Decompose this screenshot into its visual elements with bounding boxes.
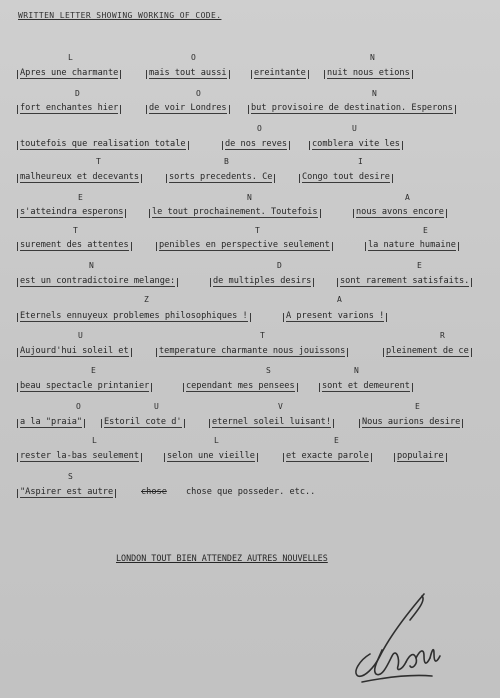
text-segment: le tout prochainement. Toutefois — [152, 207, 318, 217]
key-letter: N — [372, 89, 377, 98]
text-segment: fort enchantes hier — [20, 103, 119, 113]
text-segment: beau spectacle printanier — [20, 381, 150, 391]
key-letter: N — [89, 261, 94, 270]
text-segment: pleinement de ce — [386, 346, 469, 356]
key-letter: E — [423, 226, 428, 235]
key-letter: U — [78, 331, 83, 340]
document-title: WRITTEN LETTER SHOWING WORKING OF CODE. — [18, 11, 222, 20]
key-letter: D — [277, 261, 282, 270]
text-segment: chose que posseder. etc.. — [186, 487, 316, 497]
text-segment: sont rarement satisfaits. — [340, 276, 470, 286]
text-segment: rester la-bas seulement — [20, 451, 139, 461]
key-letter: T — [260, 331, 265, 340]
key-letter: E — [78, 193, 83, 202]
key-letter: E — [417, 261, 422, 270]
text-segment: eternel soleil luisant! — [212, 417, 331, 427]
key-letter: O — [76, 402, 81, 411]
struck-word: chose — [141, 487, 167, 497]
text-segment: sont et demeurent — [322, 381, 410, 391]
text-segment: sorts precedents. Ce — [169, 172, 273, 182]
key-letter: A — [405, 193, 410, 202]
key-letter: S — [68, 472, 73, 481]
text-segment: nuit nous etions — [327, 68, 410, 78]
key-letter: D — [75, 89, 80, 98]
text-segment: surement des attentes — [20, 240, 129, 250]
key-letter: S — [266, 366, 271, 375]
text-segment: but provisoire de destination. Esperons — [251, 103, 453, 113]
handwritten-signature — [352, 590, 448, 690]
text-segment: Eternels ennuyeux problemes philosophiques ! — [20, 311, 248, 321]
key-letter: N — [247, 193, 252, 202]
text-segment: Nous aurions desire — [362, 417, 461, 427]
text-segment: A present varions ! — [286, 311, 385, 321]
text-segment: de multiples desirs — [213, 276, 312, 286]
key-letter: U — [154, 402, 159, 411]
key-letter: A — [337, 295, 342, 304]
key-letter: N — [354, 366, 359, 375]
key-letter: O — [257, 124, 262, 133]
text-segment: "Aspirer est autre — [20, 487, 114, 497]
text-segment: est un contradictoire melange: — [20, 276, 176, 286]
key-letter: V — [278, 402, 283, 411]
text-segment: Congo tout desire — [302, 172, 390, 182]
key-letter: E — [334, 436, 339, 445]
key-letter: R — [440, 331, 445, 340]
text-segment: selon une vieille — [167, 451, 255, 461]
key-letter: O — [196, 89, 201, 98]
key-letter: T — [73, 226, 78, 235]
text-segment: penibles en perspective seulement — [159, 240, 330, 250]
closing-line: LONDON TOUT BIEN ATTENDEZ AUTRES NOUVELLES — [116, 553, 328, 563]
text-segment: mais tout aussi — [149, 68, 227, 78]
key-letter: E — [91, 366, 96, 375]
text-segment: Estoril cote d' — [104, 417, 182, 427]
text-segment: ereintante — [254, 68, 306, 78]
text-segment: Apres une charmante — [20, 68, 119, 78]
key-letter: O — [191, 53, 196, 62]
key-letter: N — [370, 53, 375, 62]
text-segment: a la "praia" — [20, 417, 83, 427]
key-letter: E — [415, 402, 420, 411]
text-segment: cependant mes pensees — [186, 381, 295, 391]
key-letter: Z — [144, 295, 149, 304]
text-segment: de nos reves — [225, 139, 288, 149]
text-segment: malheureux et decevants — [20, 172, 139, 182]
text-segment: Aujourd'hui soleil et — [20, 346, 129, 356]
key-letter: T — [96, 157, 101, 166]
text-segment: de voir Londres — [149, 103, 227, 113]
text-segment: comblera vite les — [312, 139, 400, 149]
key-letter: I — [358, 157, 363, 166]
text-segment: toutefois que realisation totale — [20, 139, 186, 149]
key-letter: U — [352, 124, 357, 133]
text-segment: nous avons encore — [356, 207, 444, 217]
text-segment: s'atteindra esperons — [20, 207, 124, 217]
key-letter: L — [92, 436, 97, 445]
text-segment: la nature humaine — [368, 240, 456, 250]
text-segment: temperature charmante nous jouissons — [159, 346, 346, 356]
key-letter: B — [224, 157, 229, 166]
text-segment: et exacte parole — [286, 451, 369, 461]
key-letter: T — [255, 226, 260, 235]
text-segment: populaire — [397, 451, 444, 461]
key-letter: L — [68, 53, 73, 62]
key-letter: L — [214, 436, 219, 445]
